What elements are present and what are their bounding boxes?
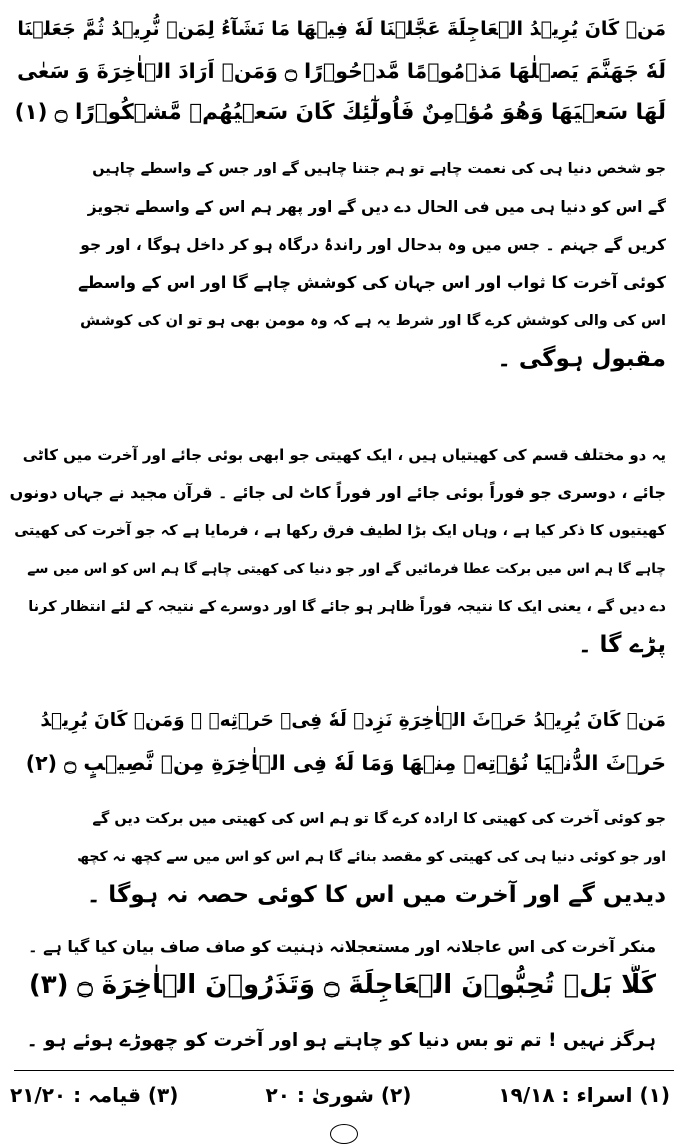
- paragraph-line: چاہے گا ہم اس میں برکت عطا فرمائیں گے اور جو دنیا کی کھیتی چاہے گا ہم اس کو اس میں سے: [27, 561, 666, 577]
- translation-2-line: دیدیں گے اور آخرت میں اس کا کوئی حصہ نہ ہوگا ۔: [86, 882, 666, 908]
- body-paragraph: [10, 436, 666, 664]
- footnotes: [10, 1080, 670, 1110]
- intro-3-text: منکر آخرت کی اس عاجلانہ اور مستعجلانہ ذہنیت کو صاف صاف بیان کیا گیا ہے ۔: [28, 937, 656, 956]
- translation-1-line: جو شخص دنیا ہی کی نعمت چاہے تو ہم جتنا چاہیں گے اور جس کے واسطے چاہیں: [92, 161, 666, 177]
- verse-2-line: مَنۡ كَانَ يُرِيۡدُ حَرۡثَ الۡاٰخِرَةِ نَزِدۡ لَهٗ فِىۡ حَرۡثِهٖ ۚ وَمَنۡ كَانَ يُرِيۡدُ: [40, 710, 666, 731]
- translation-1: [76, 150, 666, 378]
- page-edge-mark: [330, 1124, 358, 1144]
- paragraph-line: پڑے گا ۔: [578, 632, 666, 658]
- verse-1-line: لَهٗ جَهَنَّمَ يَصۡلٰهَا مَذۡمُوۡمًا مَّدۡحُوۡرًا ۝ وَمَنۡ اَرَادَ الۡاٰخِرَةَ وَ سَعٰى: [17, 59, 666, 83]
- verse-2-line: حَرۡثَ الدُّنۡيَا نُؤۡتِهٖ مِنۡهَا وَمَا لَهٗ فِى الۡاٰخِرَةِ مِنۡ نَّصِيۡبٍ ۝ (۲): [26, 751, 666, 775]
- translation-1-line: مقبول ہوگی ۔: [497, 346, 666, 372]
- verse-3-text: كَلَّا بَلۡ تُحِبُّوۡنَ الۡعَاجِلَةَ ۝ وَتَذَرُوۡنَ الۡاٰخِرَةَ ۝ (۳): [28, 970, 656, 1000]
- translation-1-line: اس کی والی کوشش کرے گا اور شرط یہ ہے کہ وہ مومن بھی ہو تو ان کی کوشش: [80, 313, 666, 329]
- intro-3: [16, 928, 656, 966]
- verse-1-line: لَهَا سَعۡيَهَا وَهُوَ مُؤۡمِنٌ فَاُولٰٓئِكَ كَانَ سَعۡيُهُمۡ مَّشۡكُوۡرًا ۝ (۱): [14, 100, 666, 125]
- footnote-2: (۲) شوریٰ : ۲۰: [265, 1083, 412, 1107]
- footnote-divider: [14, 1070, 674, 1071]
- translation-3-text: ہرگز نہیں ! تم تو بس دنیا کو چاہتے ہو اور آخرت کو چھوڑے ہوئے ہو ۔: [26, 1030, 656, 1051]
- verse-1: [12, 8, 666, 134]
- paragraph-line: جائے ، دوسری جو فوراً بوئی جائے اور فوراً کاٹ لی جائے ۔ قرآن مجید نے جہاں دونوں: [10, 483, 666, 502]
- translation-3: [16, 1022, 656, 1060]
- translation-1-line: کریں گے جہنم ۔ جس میں وہ بدحال اور راندۂ درگاہ ہو کر داخل ہوگا ، اور جو: [80, 236, 666, 254]
- paragraph-line: کھیتیوں کا ذکر کیا ہے ، وہاں ایک بڑا لطیف فرق رکھا ہے ، فرمایا ہے کہ جو آخرت کی کھیتی: [14, 523, 666, 539]
- translation-2-line: جو کوئی آخرت کی کھیتی کا ارادہ کرے گا تو ہم اس کی کھیتی میں برکت دیں گے: [92, 811, 666, 827]
- translation-2: [76, 800, 666, 914]
- verse-2: [26, 700, 666, 784]
- paragraph-line: دے دیں گے ، یعنی ایک کا نتیجہ فوراً ظاہر ہو جائے گا اور دوسرے کے نتیجہ کے لئے انتظار کرنا: [28, 599, 666, 615]
- verse-3: [16, 964, 656, 1006]
- translation-2-line: اور جو کوئی دنیا ہی کی کھیتی کو مقصد بنائے گا ہم اس کو اس میں سے کچھ نہ کچھ: [77, 849, 666, 865]
- translation-1-line: گے اس کو دنیا ہی میں فی الحال دے دیں گے اور پھر ہم اس کے واسطے تجویز: [87, 198, 666, 216]
- footnote-1: (۱) اسراء : ۱۹/۱۸: [498, 1083, 670, 1107]
- translation-1-line: کوئی آخرت کا ثواب اور اس جہان کی کوشش چاہے گا اور اس کے واسطے: [78, 273, 666, 292]
- verse-1-line: مَنۡ كَانَ يُرِيۡدُ الۡعَاجِلَةَ عَجَّلۡنَا لَهٗ فِيۡهَا مَا نَشَآءُ لِمَنۡ نُّرِيۡدُ ثُمَّ جَعَلۡنَا: [17, 18, 666, 40]
- footnote-3: (۳) قیامہ : ۲۱/۲۰: [10, 1083, 179, 1107]
- paragraph-line: یہ دو مختلف قسم کی کھیتیاں ہیں ، ایک کھیتی جو ابھی بوئی جائے اور آخرت میں کاٹی: [22, 446, 666, 464]
